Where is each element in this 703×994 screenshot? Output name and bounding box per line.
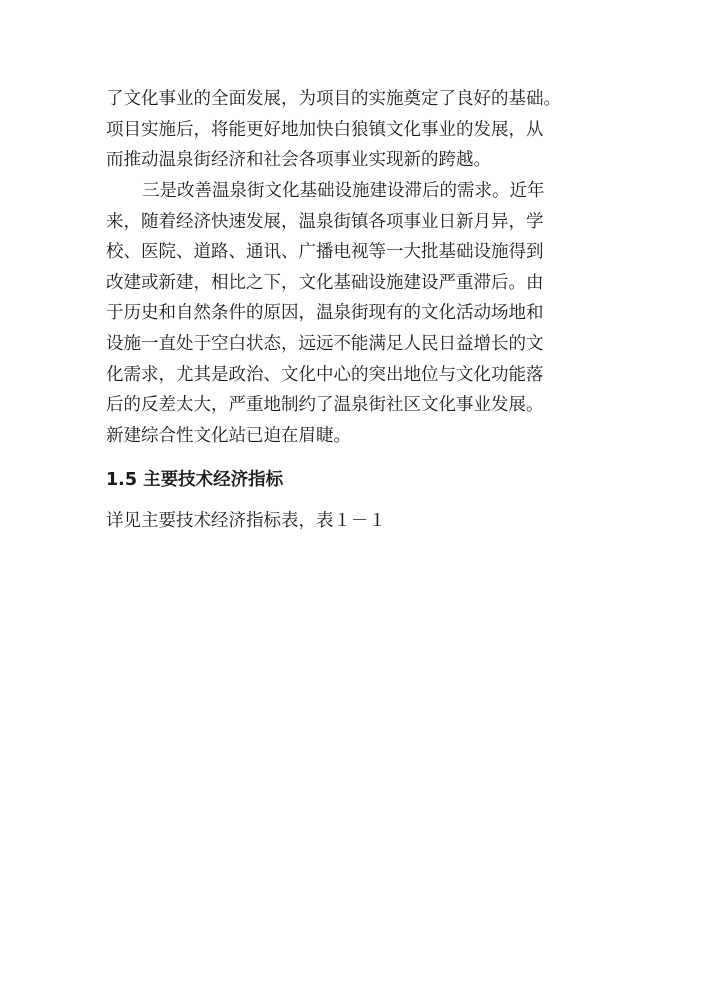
paragraph-2-line: 来，随着经济快速发展，温泉街镇各项事业日新月异，学 <box>106 211 544 232</box>
paragraph-3: 详见主要技术经济指标表，表１－１ <box>106 511 386 531</box>
section-heading: 1.5 主要技术经济指标 <box>106 470 284 490</box>
paragraph-2-first-line: 三是改善温泉街文化基础设施建设滞后的需求。近年 <box>142 181 545 201</box>
paragraph-1-line: 项目实施后，将能更好地加快白狼镇文化事业的发展，从 <box>106 119 544 140</box>
paragraph-1 <box>106 84 596 176</box>
paragraph-2-line: 化需求，尤其是政治、文化中心的突出地位与文化功能落 <box>106 364 544 385</box>
paragraph-2-line: 后的反差太大，严重地制约了温泉街社区文化事业发展。 <box>106 395 544 416</box>
paragraph-2-line: 改建或新建，相比之下，文化基础设施建设严重滞后。由 <box>106 272 544 293</box>
paragraph-1-line: 了文化事业的全面发展，为项目的实施奠定了良好的基础。 <box>106 89 561 109</box>
paragraph-2-line: 校、医院、道路、通讯、广播电视等一大批基础设施得到 <box>106 242 544 263</box>
paragraph-2 <box>106 176 596 451</box>
paragraph-1-line: 而推动温泉街经济和社会各项事业实现新的跨越。 <box>106 150 491 171</box>
paragraph-2-line: 新建综合性文化站已迫在眉睫。 <box>106 425 351 446</box>
paragraph-2-line: 设施一直处于空白状态，远远不能满足人民日益增长的文 <box>106 333 544 354</box>
paragraph-2-line: 于历史和自然条件的原因，温泉街现有的文化活动场地和 <box>106 303 544 324</box>
